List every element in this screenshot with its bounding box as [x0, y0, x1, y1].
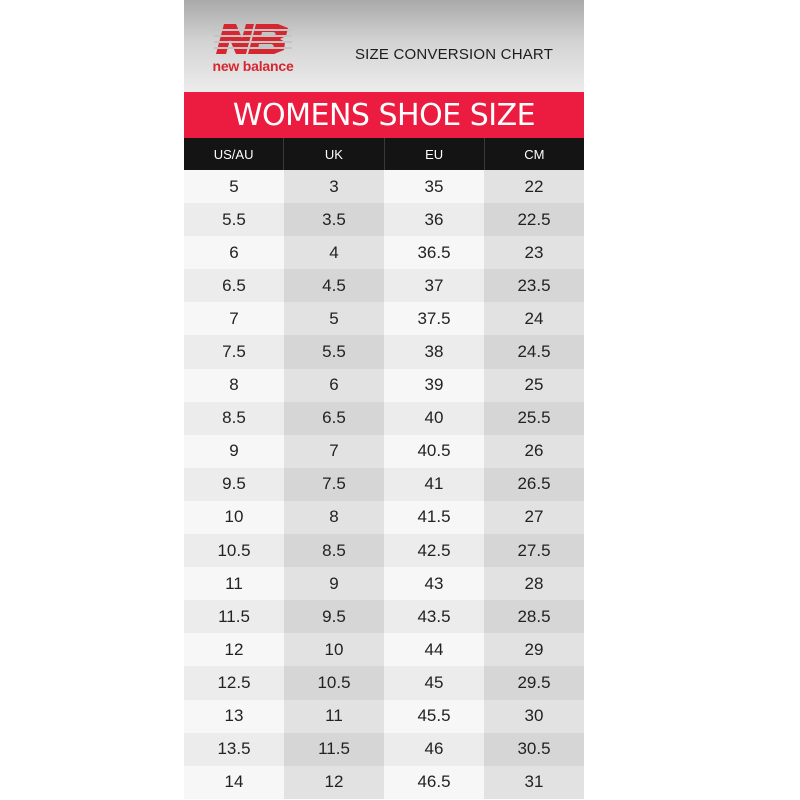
cell-us-au: 13 [184, 700, 284, 733]
cell-cm: 23 [484, 236, 584, 269]
table-row [184, 203, 584, 236]
cell-cm: 23.5 [484, 269, 584, 302]
cell-us-au: 7 [184, 302, 284, 335]
cell-us-au: 14 [184, 766, 284, 799]
table-row [184, 302, 584, 335]
cell-uk: 9 [284, 567, 384, 600]
cell-cm: 24.5 [484, 335, 584, 368]
cell-cm: 27 [484, 501, 584, 534]
cell-us-au: 9.5 [184, 468, 284, 501]
cell-us-au: 11 [184, 567, 284, 600]
cell-cm: 28.5 [484, 600, 584, 633]
cell-eu: 42.5 [384, 534, 484, 567]
cell-uk: 5 [284, 302, 384, 335]
cell-uk: 12 [284, 766, 384, 799]
table-body [184, 170, 584, 799]
cell-eu: 45 [384, 666, 484, 699]
table-row [184, 468, 584, 501]
cell-cm: 30.5 [484, 733, 584, 766]
cell-cm: 22.5 [484, 203, 584, 236]
cell-cm: 22 [484, 170, 584, 203]
table-row [184, 700, 584, 733]
cell-us-au: 5 [184, 170, 284, 203]
table-row [184, 733, 584, 766]
header-uk: UK [284, 138, 384, 170]
size-table [184, 138, 584, 799]
table-row [184, 335, 584, 368]
cell-uk: 8 [284, 501, 384, 534]
header-cm: CM [524, 146, 545, 162]
cell-cm: 26 [484, 435, 584, 468]
cell-eu: 37 [384, 269, 484, 302]
cell-us-au: 7.5 [184, 335, 284, 368]
cell-uk: 4 [284, 236, 384, 269]
cell-cm: 27.5 [484, 534, 584, 567]
cell-us-au: 6 [184, 236, 284, 269]
cell-eu: 46.5 [384, 766, 484, 799]
cell-eu: 46 [384, 733, 484, 766]
cell-uk: 8.5 [284, 534, 384, 567]
table-row [184, 567, 584, 600]
brand-logo [198, 20, 308, 80]
cell-cm: 28 [484, 567, 584, 600]
cell-eu: 41.5 [384, 501, 484, 534]
cell-eu: 40 [384, 402, 484, 435]
table-row [184, 402, 584, 435]
header-eu: EU [385, 138, 485, 170]
table-header [184, 138, 584, 170]
cell-uk: 7 [284, 435, 384, 468]
cell-us-au: 8 [184, 369, 284, 402]
cell-eu: 43.5 [384, 600, 484, 633]
table-row [184, 236, 584, 269]
cell-eu: 35 [384, 170, 484, 203]
cell-eu: 45.5 [384, 700, 484, 733]
cell-uk: 11.5 [284, 733, 384, 766]
table-row [184, 369, 584, 402]
cell-uk: 7.5 [284, 468, 384, 501]
cell-uk: 4.5 [284, 269, 384, 302]
cell-us-au: 6.5 [184, 269, 284, 302]
table-row [184, 534, 584, 567]
cell-eu: 43 [384, 567, 484, 600]
cell-uk: 6 [284, 369, 384, 402]
cell-us-au: 5.5 [184, 203, 284, 236]
table-row [184, 501, 584, 534]
cell-uk: 10 [284, 633, 384, 666]
size-conversion-chart [184, 0, 584, 800]
header-us-au: US/AU [184, 138, 284, 170]
cell-eu: 44 [384, 633, 484, 666]
cell-uk: 3 [284, 170, 384, 203]
cell-us-au: 13.5 [184, 733, 284, 766]
table-row [184, 633, 584, 666]
cell-uk: 6.5 [284, 402, 384, 435]
table-row [184, 600, 584, 633]
cell-cm: 24 [484, 302, 584, 335]
cell-uk: 10.5 [284, 666, 384, 699]
cell-eu: 39 [384, 369, 484, 402]
cell-uk: 3.5 [284, 203, 384, 236]
cell-cm: 30 [484, 700, 584, 733]
logo-text: new balance [212, 58, 294, 74]
cell-eu: 36 [384, 203, 484, 236]
cell-us-au: 9 [184, 435, 284, 468]
chart-caption: SIZE CONVERSION CHART [354, 46, 554, 63]
cell-uk: 9.5 [284, 600, 384, 633]
cell-cm: 31 [484, 766, 584, 799]
cell-us-au: 11.5 [184, 600, 284, 633]
table-row [184, 766, 584, 799]
cell-eu: 41 [384, 468, 484, 501]
cell-uk: 11 [284, 700, 384, 733]
cell-us-au: 10.5 [184, 534, 284, 567]
table-row [184, 269, 584, 302]
table-row [184, 666, 584, 699]
cell-us-au: 12.5 [184, 666, 284, 699]
cell-cm: 25 [484, 369, 584, 402]
cell-cm: 29 [484, 633, 584, 666]
cell-eu: 37.5 [384, 302, 484, 335]
cell-us-au: 8.5 [184, 402, 284, 435]
table-row [184, 170, 584, 203]
cell-cm: 26.5 [484, 468, 584, 501]
cell-us-au: 12 [184, 633, 284, 666]
cell-cm: 25.5 [484, 402, 584, 435]
cell-uk: 5.5 [284, 335, 384, 368]
brand-header [184, 0, 584, 92]
cell-cm: 29.5 [484, 666, 584, 699]
cell-eu: 38 [384, 335, 484, 368]
cell-us-au: 10 [184, 501, 284, 534]
table-row [184, 435, 584, 468]
cell-eu: 36.5 [384, 236, 484, 269]
cell-eu: 40.5 [384, 435, 484, 468]
womens-shoe-size-banner: WOMENS SHOE SIZE [184, 92, 584, 138]
nb-logo-mark-icon [214, 20, 292, 58]
